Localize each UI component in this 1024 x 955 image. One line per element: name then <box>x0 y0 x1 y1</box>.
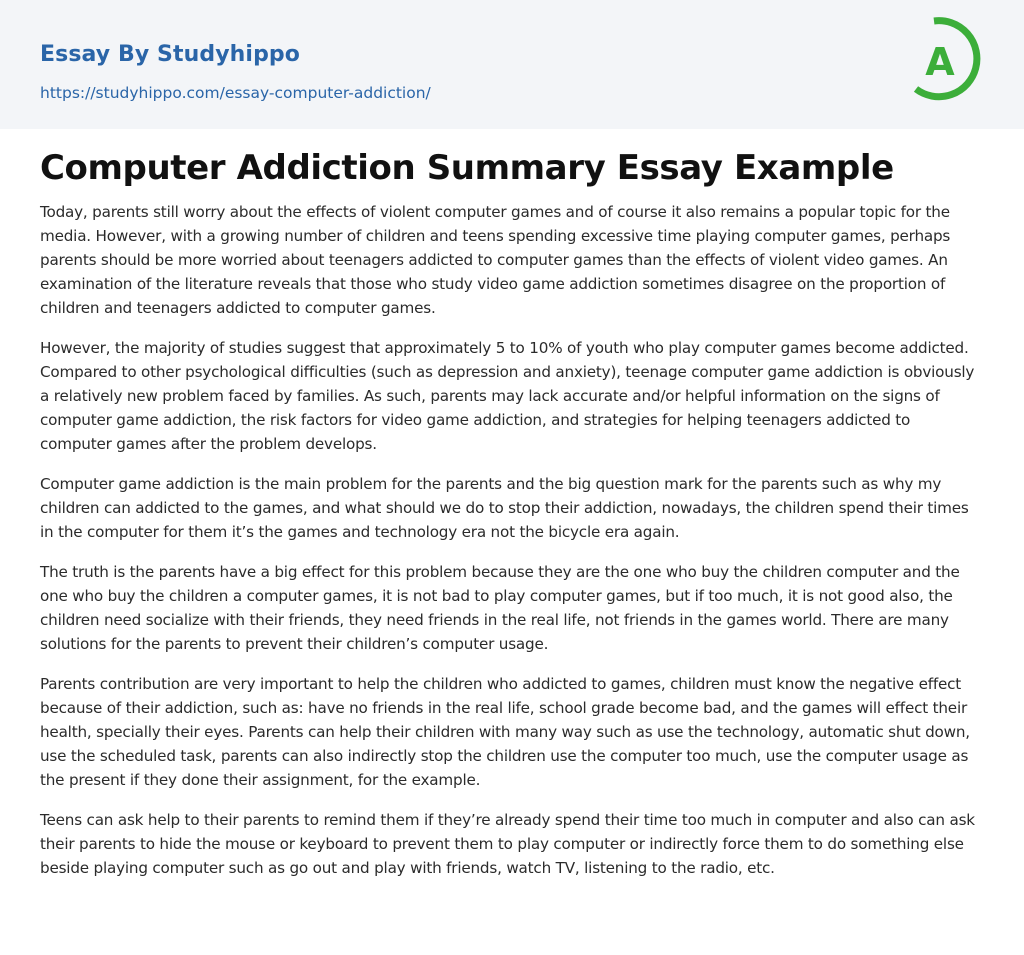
site-header <box>0 0 1024 129</box>
paragraph: Today, parents still worry about the effects of violent computer games and of course it also remains a popular topic for the media. However, with a growing number of children and teens spending excessive time playing computer games, perhaps parents should be more worried about teenagers addicted to computer games than the effects of violent video games. An examination of the literature reveals that those who study video game addiction sometimes disagree on the proportion of children and teenagers addicted to computer games. <box>40 203 951 317</box>
paragraph: Computer game addiction is the main problem for the parents and the big question mark for the parents such as why my children can addicted to the games, and what should we do to stop their addiction, nowadays, the children spend their times in the computer for them it’s the games and technology era not the bicycle era again. <box>40 475 969 541</box>
paragraph: However, the majority of studies suggest that approximately 5 to 10% of youth who play computer games become addicted. Compared to other psychological difficulties (such as depression and anxiety), teenage computer game addiction is obviously a relatively new problem faced by families. As such, parents may lack accurate and/or helpful information on the signs of computer game addiction, the risk factors for video game addiction, and strategies for helping teenagers addicted to computer games after the problem develops. <box>40 339 975 453</box>
page-title: Computer Addiction Summary Essay Example <box>40 148 894 188</box>
paragraph: The truth is the parents have a big effect for this problem because they are the one who buy the children computer and the one who buy the children a computer games, it is not bad to play computer games, but if too much, it is not good also, the children need socialize with their friends, they need friends in the real life, not friends in the games world. There are many solutions for the parents to prevent their children’s computer usage. <box>40 563 960 653</box>
studyhippo-logo-icon[interactable] <box>906 17 990 107</box>
paragraph: Parents contribution are very important to help the children who addicted to games, children must know the negative effect because of their addiction, such as: have no friends in the real life, school grade become bad, and the games will effect their health, specially their eyes. Parents can help their children with many way such as use the technology, automatic shut down, use the scheduled task, parents can also indirectly stop the children use the computer too much, use the computer usage as the present if they done their assignment, for the example. <box>40 675 970 789</box>
logo-letter: A <box>925 40 955 84</box>
source-url-link[interactable]: https://studyhippo.com/essay-computer-addiction/ <box>40 84 431 102</box>
brand-name[interactable]: Essay By Studyhippo <box>40 42 300 67</box>
article <box>0 129 1024 880</box>
paragraph: Teens can ask help to their parents to remind them if they’re already spend their time too much in computer and also can ask their parents to hide the mouse or keyboard to prevent them to play computer or indirectly force them to do something else beside playing computer such as go out and play with friends, watch TV, listening to the radio, etc. <box>40 811 975 877</box>
